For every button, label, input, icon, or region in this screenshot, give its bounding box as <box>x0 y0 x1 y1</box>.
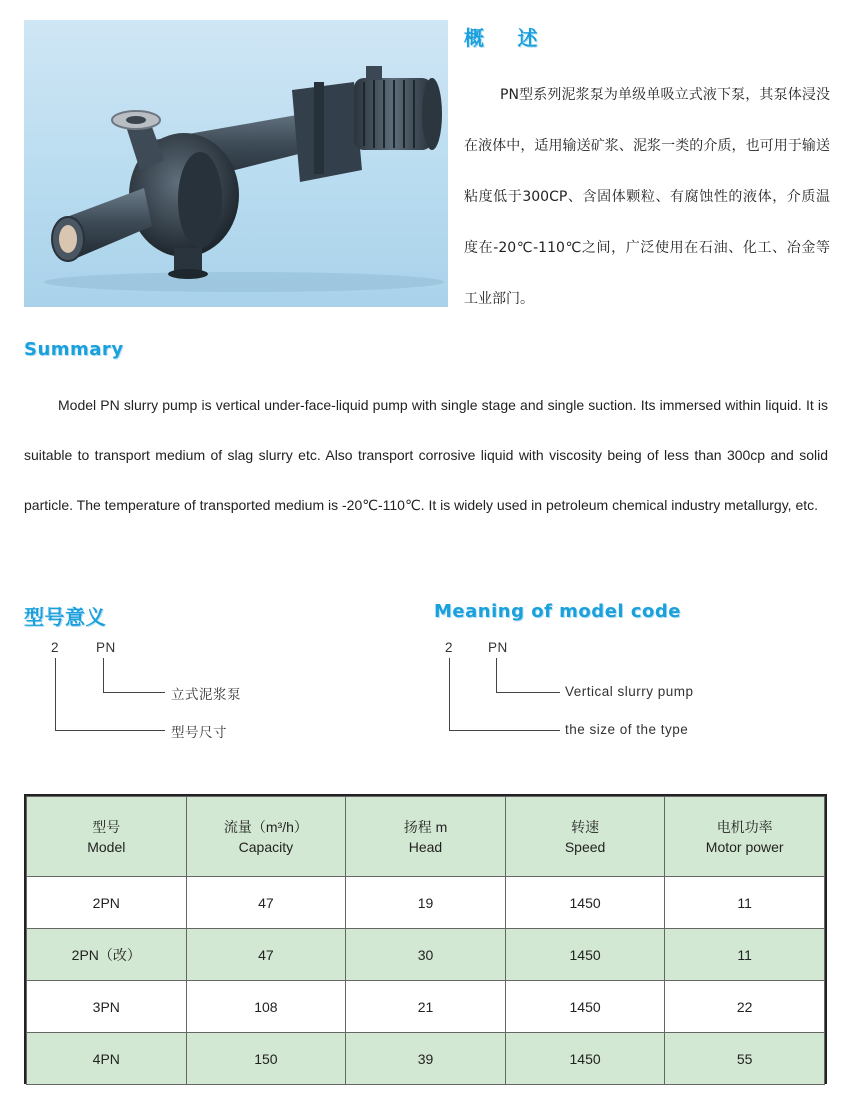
overview-paragraph-text: PN型系列泥浆泵为单级单吸立式液下泵，其泵体浸没在液体中，适用输送矿浆、泥浆一类的介质，也可用于输送粘度低于300CP、含固体颗粒、有腐蚀性的液体，介质温度在-20℃-110℃之间，广泛使用在石油、化工、冶金等工业部门。 <box>464 87 830 307</box>
model-code-heading-en: Meaning of model code <box>434 601 681 622</box>
model-code-size-label-cn: 型号尺寸 <box>171 725 227 740</box>
header-model: 型号 Model <box>27 797 187 877</box>
table-row <box>27 877 825 929</box>
summary-heading: Summary <box>24 339 124 360</box>
cell-capacity: 47 <box>186 929 346 981</box>
model-code-size-digit-cn: 2 <box>51 640 60 655</box>
connector-line <box>449 730 560 731</box>
table-row <box>27 1033 825 1085</box>
connector-line <box>103 658 104 692</box>
summary-paragraph <box>24 380 828 530</box>
cell-motor-power: 22 <box>665 981 825 1033</box>
summary-paragraph-text: Model PN slurry pump is vertical under-face-liquid pump with single stage and single suction. Its immersed within liquid. It is suitable to transport medium of slag slurry etc. Also transport corrosive liquid with viscosity being of less than 300cp and solid particle. The temperature of transported medium is -20℃-110℃. It is widely used in petroleum chemical industry metallurgy, etc. <box>24 397 828 513</box>
cell-motor-power: 11 <box>665 929 825 981</box>
model-code-size-digit-en: 2 <box>445 640 454 655</box>
cell-speed: 1450 <box>505 1033 665 1085</box>
pump-photo <box>24 20 448 307</box>
header-head: 扬程 m Head <box>346 797 506 877</box>
cell-model: 2PN <box>27 877 187 929</box>
cell-head: 21 <box>346 981 506 1033</box>
header-capacity: 流量（m³/h） Capacity <box>186 797 346 877</box>
connector-line <box>449 658 450 730</box>
overview-paragraph <box>464 70 830 325</box>
connector-line <box>496 692 560 693</box>
cell-capacity: 47 <box>186 877 346 929</box>
cell-head: 39 <box>346 1033 506 1085</box>
spec-table <box>24 794 827 1084</box>
cell-head: 19 <box>346 877 506 929</box>
cell-capacity: 108 <box>186 981 346 1033</box>
model-code-series-cn: PN <box>96 640 116 655</box>
cell-model: 2PN（改） <box>27 929 187 981</box>
overview-heading: 概 述 <box>464 28 552 50</box>
cell-capacity: 150 <box>186 1033 346 1085</box>
header-speed: 转速 Speed <box>505 797 665 877</box>
table-header-row <box>27 797 825 877</box>
model-code-series-en: PN <box>488 640 508 655</box>
connector-line <box>103 692 165 693</box>
vertical-slurry-pump-illustration <box>24 20 448 307</box>
cell-model: 4PN <box>27 1033 187 1085</box>
connector-line <box>55 730 165 731</box>
cell-motor-power: 11 <box>665 877 825 929</box>
header-motor-power: 电机功率 Motor power <box>665 797 825 877</box>
model-code-heading-cn: 型号意义 <box>24 607 106 629</box>
model-code-series-label-en: Vertical slurry pump <box>565 684 694 699</box>
cell-speed: 1450 <box>505 877 665 929</box>
model-code-size-label-en: the size of the type <box>565 722 689 737</box>
cell-model: 3PN <box>27 981 187 1033</box>
connector-line <box>496 658 497 692</box>
connector-line <box>55 658 56 730</box>
model-code-series-label-cn: 立式泥浆泵 <box>171 687 241 702</box>
table-row <box>27 981 825 1033</box>
table-row <box>27 929 825 981</box>
cell-head: 30 <box>346 929 506 981</box>
cell-motor-power: 55 <box>665 1033 825 1085</box>
cell-speed: 1450 <box>505 981 665 1033</box>
cell-speed: 1450 <box>505 929 665 981</box>
